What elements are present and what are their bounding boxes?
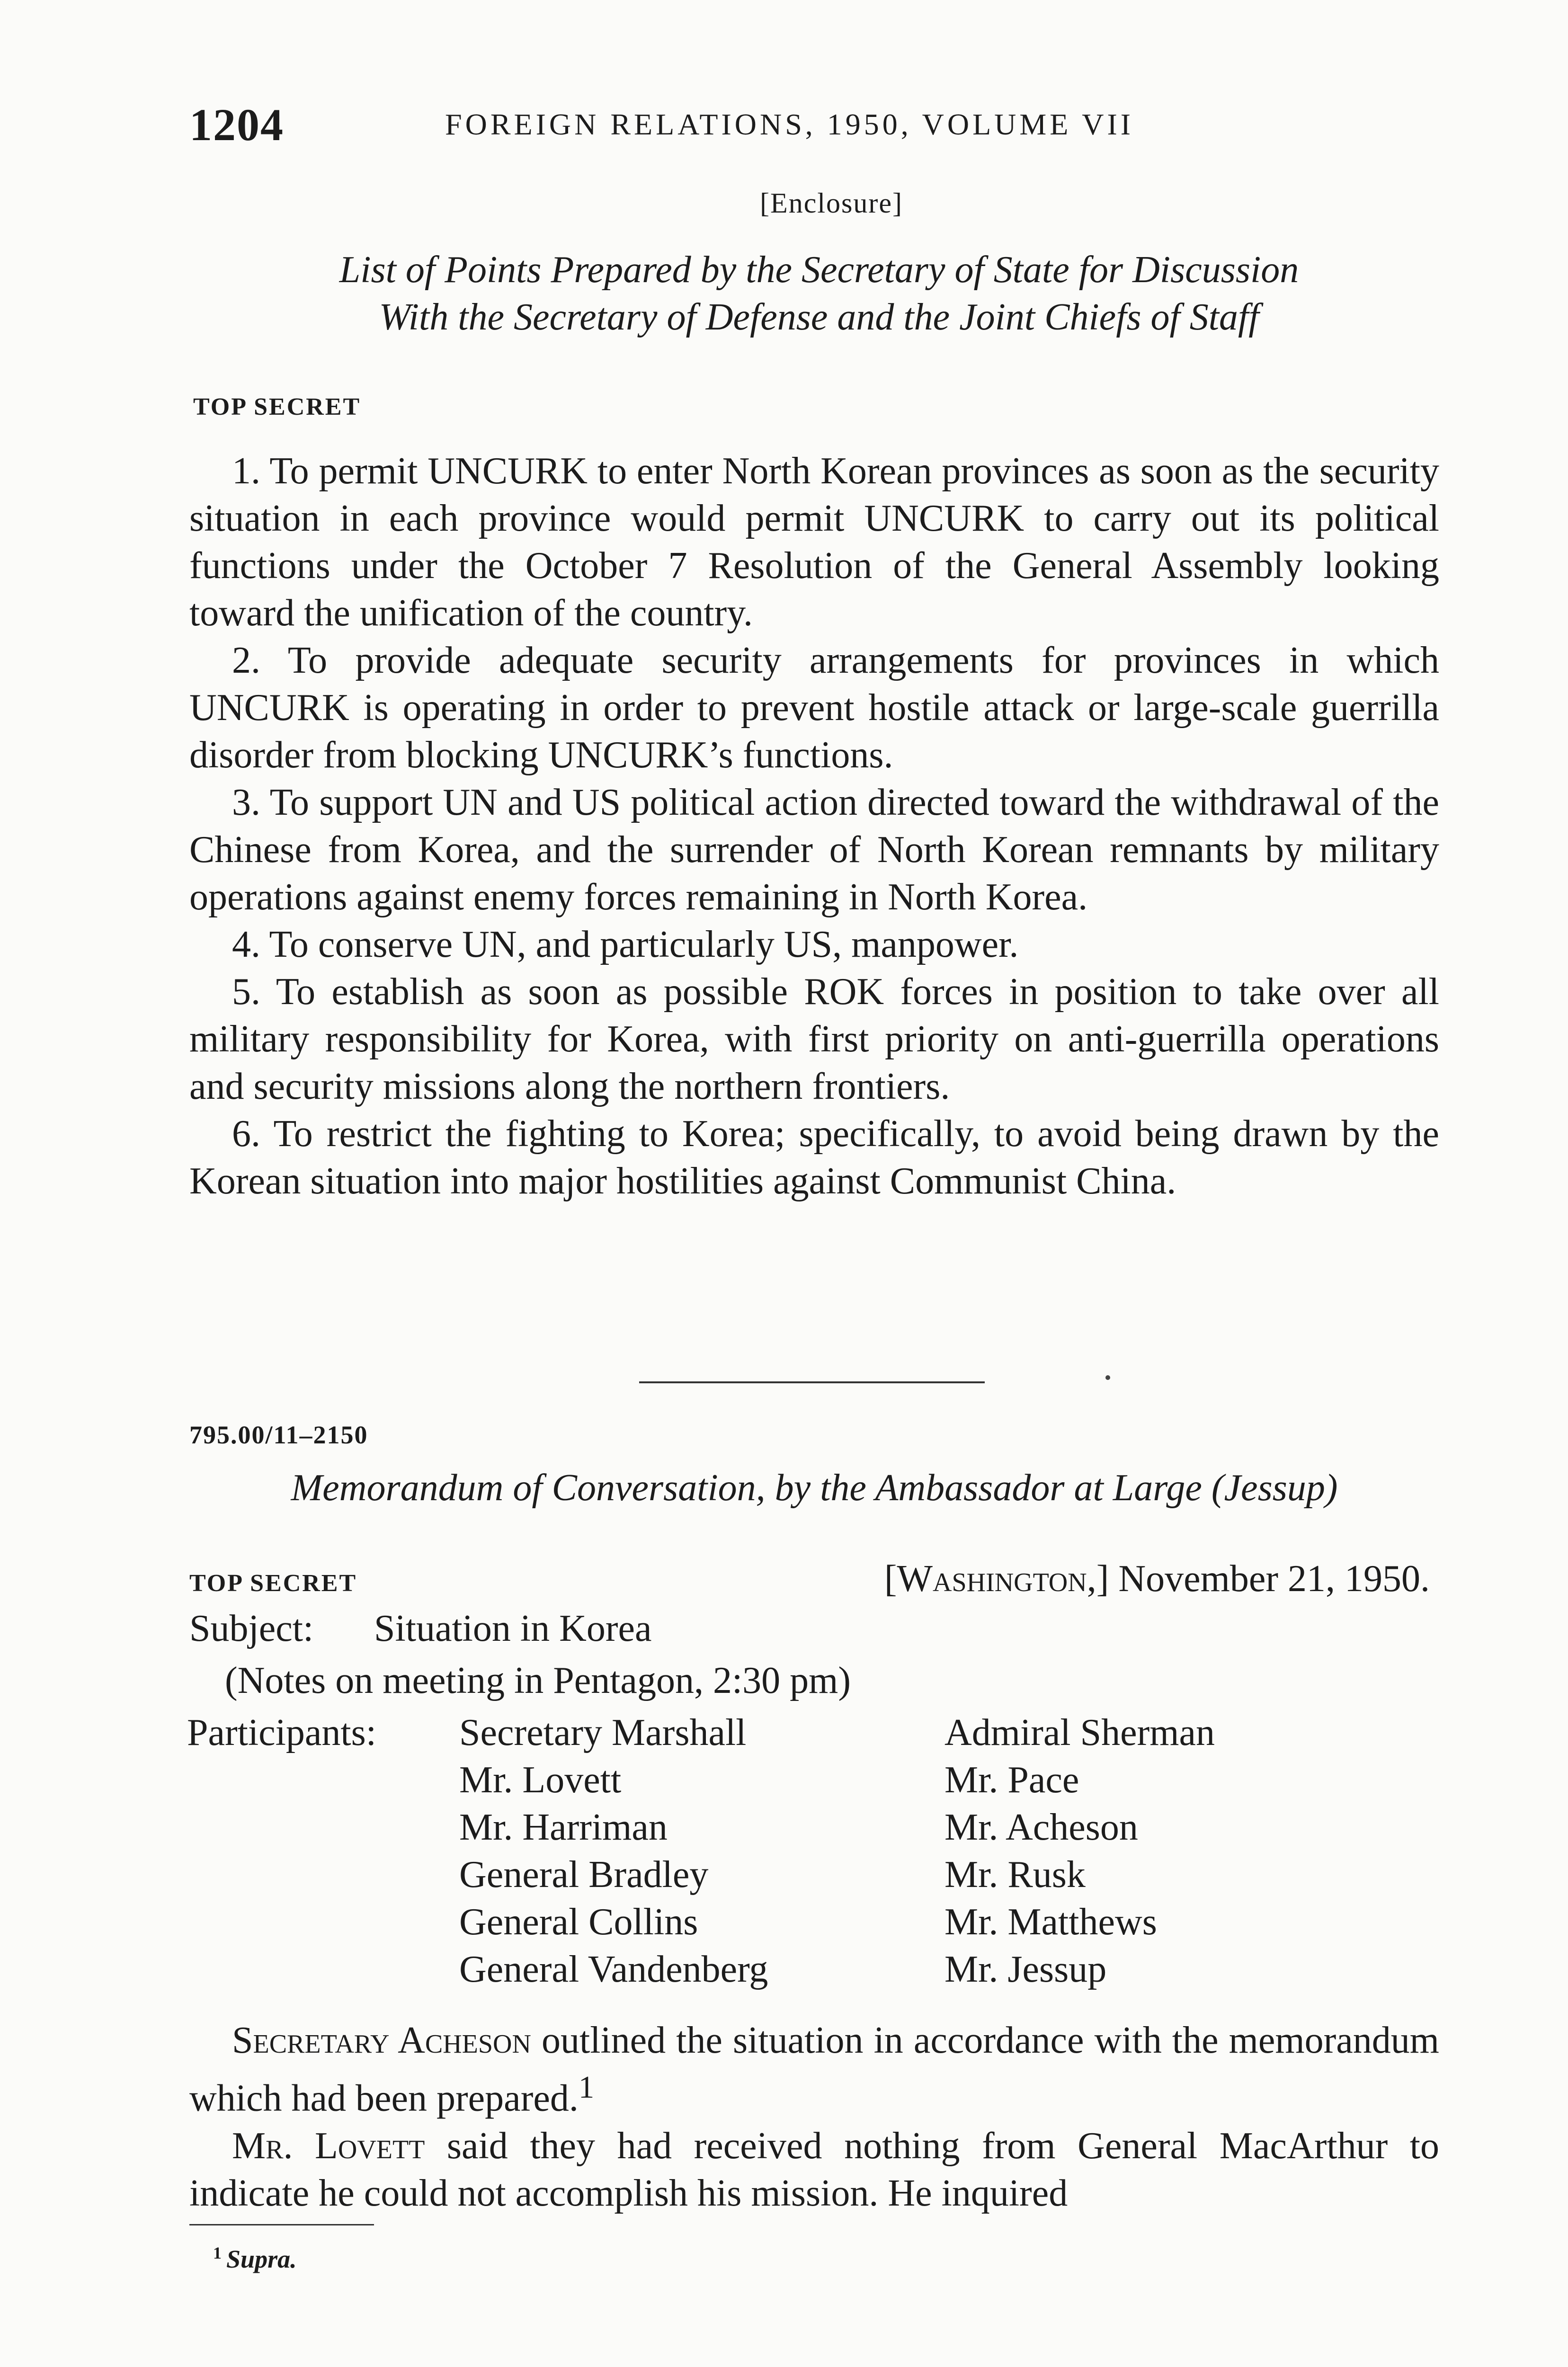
paragraph-text: outlined the situation in accordance with the memorandum which had been prepared. xyxy=(189,2020,1439,2119)
subject-label: Subject: xyxy=(189,1608,314,1649)
point-item-6: 6. To restrict the fighting to Korea; specifically, to avoid being drawn by the Korean situation into major hostilities against Communist China. xyxy=(189,1113,1439,1202)
paragraph-text: said they had received nothing from General MacArthur to indicate he could not accomplish his mission. He inquired xyxy=(189,2125,1439,2214)
participant-name: Secretary Marshall xyxy=(459,1712,747,1753)
subject-note: (Notes on meeting in Pentagon, 2:30 pm) xyxy=(225,1660,851,1701)
speaker-name: Mr. Lovett xyxy=(232,2125,425,2167)
footnote-divider xyxy=(189,2224,374,2225)
document-title-line1: List of Points Prepared by the Secretary of State for Discussion xyxy=(339,249,1299,291)
footnote-number: 1 xyxy=(213,2243,222,2262)
enclosure-label: [Enclosure] xyxy=(760,187,903,219)
participants-label: Participants: xyxy=(187,1712,376,1753)
ink-speck xyxy=(1105,1375,1110,1380)
footnote-reference[interactable]: 1 xyxy=(578,2070,595,2105)
point-item-2: 2. To provide adequate security arrangements for provinces in which UNCURK is operating in order to prevent hostile attack or large-scale guerrilla disorder from blocking UNCURK’s functions. xyxy=(189,640,1439,776)
participant-name: General Collins xyxy=(459,1901,698,1943)
document-title-line2: With the Secretary of Defense and the Joint Chiefs of Staff xyxy=(379,296,1259,338)
memo-title: Memorandum of Conversation, by the Ambassador at Large (Jessup) xyxy=(291,1467,1338,1509)
footnote-text: Supra. xyxy=(226,2245,297,2273)
subject-line xyxy=(189,1607,652,1650)
dateline-date: November 21, 1950. xyxy=(1118,1558,1430,1600)
running-head xyxy=(189,98,1430,151)
participant-name: General Vandenberg xyxy=(459,1949,768,1990)
page-number: 1204 xyxy=(189,99,284,150)
point-item-4: 4. To conserve UN, and particularly US, manpower. xyxy=(232,924,1019,965)
memo-classification: TOP SECRET xyxy=(189,1570,357,1597)
point-item-5: 5. To establish as soon as possible ROK forces in position to take over all military responsibility for Korea, with first priority on anti-guerrilla operations and security missions along the northern frontiers. xyxy=(189,971,1439,1107)
points-list xyxy=(189,447,1439,1205)
subject-value: Situation in Korea xyxy=(374,1608,652,1649)
narrative-paragraph-2 xyxy=(189,2122,1439,2217)
speaker-name: Secretary Acheson xyxy=(232,2020,531,2061)
document-title xyxy=(189,246,1449,341)
section-divider xyxy=(639,1381,985,1383)
point-item-1: 1. To permit UNCURK to enter North Korean provinces as soon as the security situation in each province would permit UNCURK to carry out its political functions under the October 7 Resolution of the General Assembly looking toward the unification of the country. xyxy=(189,450,1439,634)
participant-name: General Bradley xyxy=(459,1854,709,1895)
participant-name: Mr. Lovett xyxy=(459,1759,622,1801)
footnote xyxy=(213,2243,297,2274)
classification-marking: TOP SECRET xyxy=(193,393,361,420)
participant-name: Mr. Rusk xyxy=(944,1854,1086,1895)
participant-name: Mr. Matthews xyxy=(944,1901,1157,1943)
participant-name: Mr. Pace xyxy=(944,1759,1079,1801)
participants-column-2 xyxy=(944,1709,1215,1993)
running-title: FOREIGN RELATIONS, 1950, VOLUME VII xyxy=(445,107,1134,141)
participants-column-1 xyxy=(459,1709,768,1993)
participant-name: Mr. Harriman xyxy=(459,1806,668,1848)
point-item-3: 3. To support UN and US political action directed toward the withdrawal of the Chinese from Korea, and the surrender of North Korean remnants by military operations against enemy forces remaining in North Korea. xyxy=(189,782,1439,918)
memo-narrative xyxy=(189,2017,1439,2217)
file-number: 795.00/11–2150 xyxy=(189,1421,368,1449)
participant-name: Admiral Sherman xyxy=(944,1712,1215,1753)
participant-name: Mr. Acheson xyxy=(944,1806,1138,1848)
dateline-place: [Washington,] xyxy=(884,1558,1109,1600)
participant-name: Mr. Jessup xyxy=(944,1949,1107,1990)
dateline xyxy=(884,1557,1430,1601)
narrative-paragraph-1 xyxy=(189,2017,1439,2122)
